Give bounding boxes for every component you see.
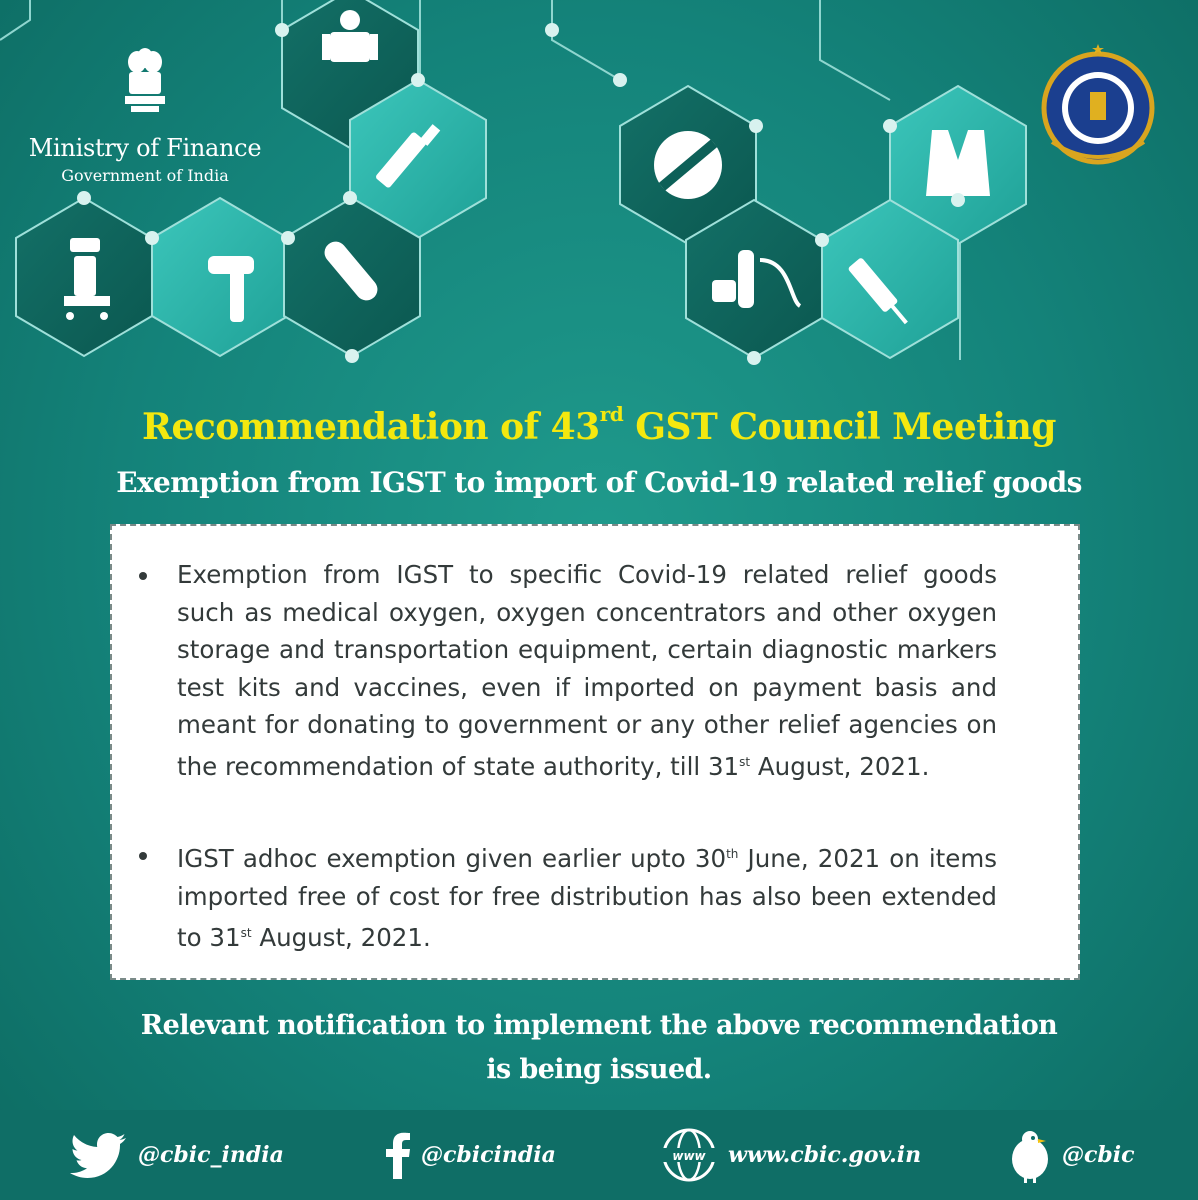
website-url: www.cbic.gov.in — [728, 1142, 922, 1168]
facebook-link[interactable] — [385, 1130, 556, 1180]
subheadline: Exemption from IGST to import of Covid-19 related relief goods — [116, 466, 1082, 499]
cbic-seal-logo — [1032, 42, 1164, 174]
twitter-handle: @cbic_india — [138, 1142, 284, 1168]
ventilator-hex — [16, 198, 152, 356]
ministry-title: Ministry of Finance — [28, 134, 262, 162]
social-bar — [0, 1110, 1198, 1200]
ministry-subtitle: Government of India — [61, 166, 229, 185]
footer-note-line-1: Relevant notification to implement the above recommendation — [140, 1010, 1058, 1041]
bullet-dot-icon — [139, 852, 147, 860]
koo-bird-icon — [1008, 1127, 1052, 1183]
footer-note-line-2: is being issued. — [486, 1054, 712, 1085]
bullet-item-2: IGST adhoc exemption given earlier upto 30th June, 2021 on items imported free of cost for free distribution has also been extended to 31st August, 2021. — [177, 836, 997, 957]
koo-link[interactable] — [1008, 1130, 1135, 1180]
thermometer-hex — [152, 198, 288, 356]
pill-tablet-icon — [654, 131, 722, 199]
facebook-handle: @cbicindia — [421, 1142, 556, 1168]
svg-text:www: www — [672, 1149, 706, 1163]
hexagon-icon-network — [0, 0, 1198, 400]
national-emblem-icon — [115, 44, 175, 132]
facebook-icon — [385, 1131, 411, 1179]
headline: Recommendation of 43rd GST Council Meeting — [142, 402, 1056, 448]
content-box — [110, 524, 1080, 980]
twitter-icon — [70, 1132, 128, 1178]
globe-www-icon — [660, 1126, 718, 1184]
twitter-link[interactable] — [70, 1130, 284, 1180]
bullet-item-1: Exemption from IGST to specific Covid-19 related relief goods such as medical oxygen, oxygen concentrators and other oxygen storage and transportation equipment, certain diagnostic markers test kits and vaccines, even if imported on payment basis and meant for donating to government or any other relief agencies on the recommendation of state authority, till 31st August, 2021. — [177, 556, 997, 785]
koo-handle: @cbic — [1062, 1142, 1135, 1168]
bullet-dot-icon — [139, 572, 147, 580]
website-link[interactable] — [660, 1130, 921, 1180]
